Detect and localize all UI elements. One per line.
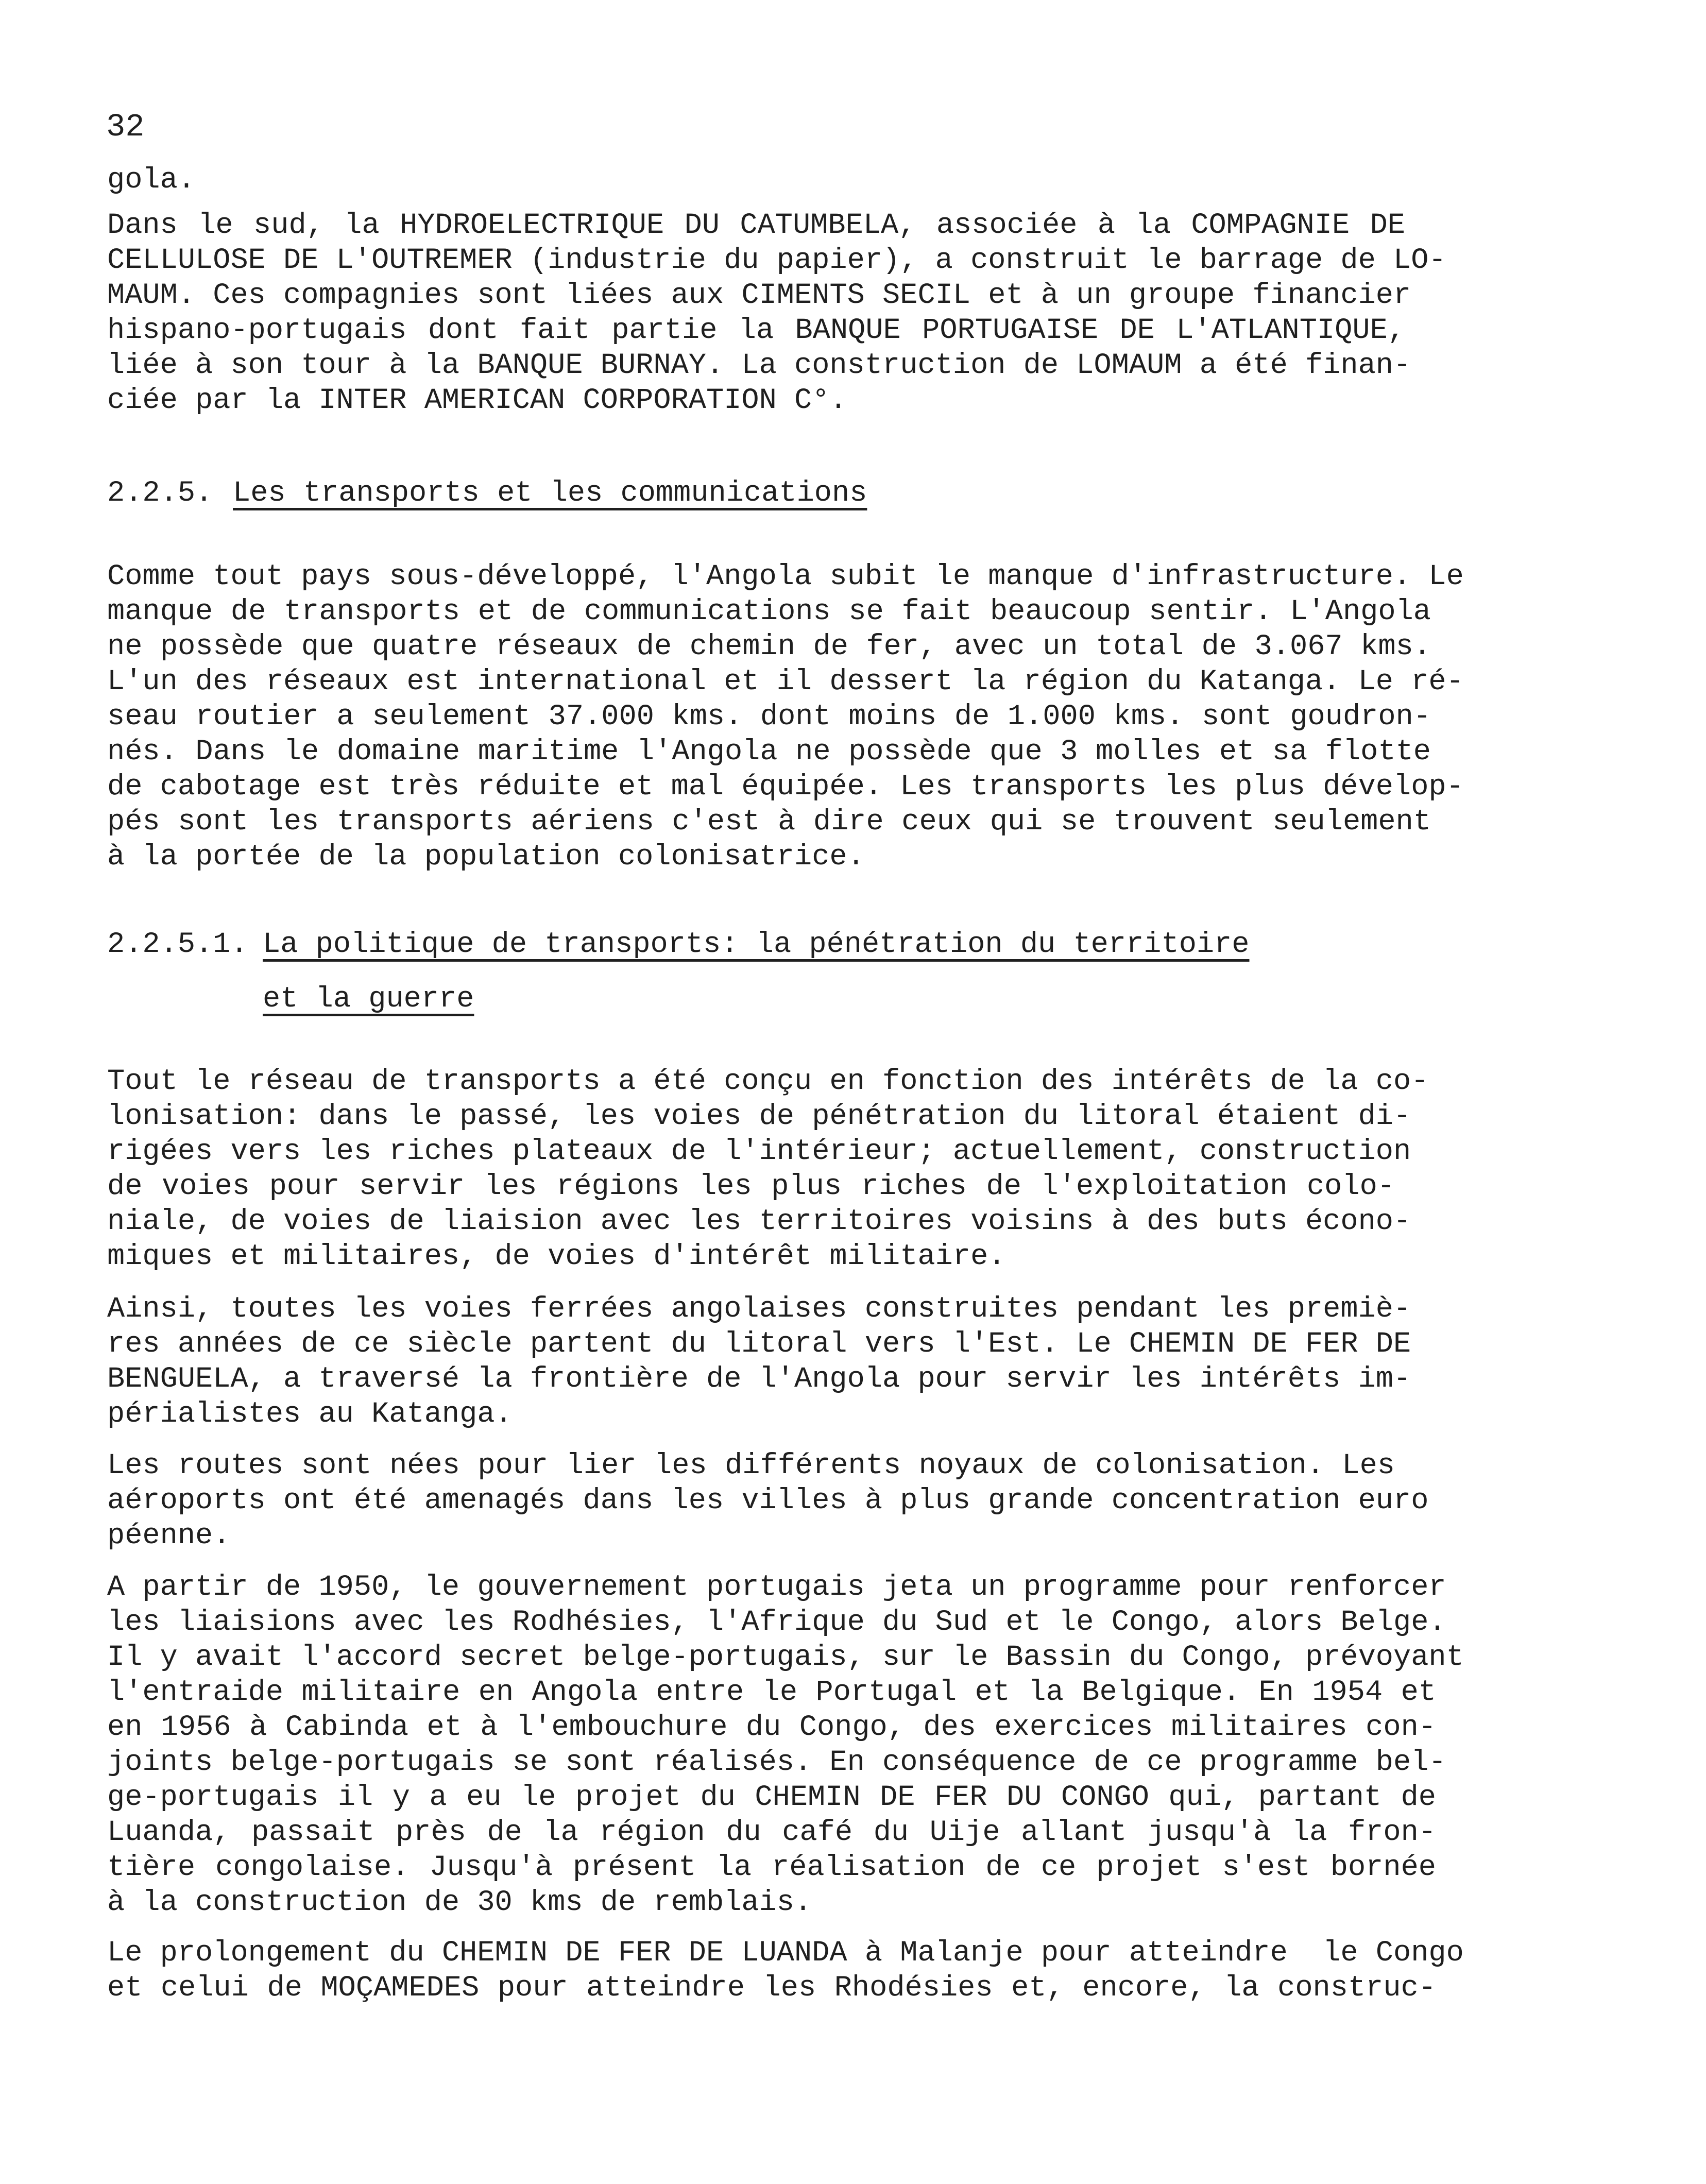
- paragraph-continuation: [107, 163, 195, 198]
- text-line: tière congolaise. Jusqu'à présent la réalisation de ce projet s'est bornée: [107, 1851, 1436, 1884]
- text-line: Le prolongement du CHEMIN DE FER DE LUANDA à Malanje pour atteindre le Congo: [107, 1937, 1464, 1970]
- section-title: La politique de transports: la pénétration du territoire: [263, 928, 1250, 961]
- text-line: niale, de voies de liaision avec les territoires voisins à des buts écono-: [107, 1205, 1411, 1238]
- text-line: péenne.: [107, 1520, 231, 1552]
- text-line: manque de transports et de communications se fait beaucoup sentir. L'Angola: [107, 595, 1431, 628]
- section-heading-2-2-5: [107, 476, 867, 511]
- text-line: Il y avait l'accord secret belge-portugais, sur le Bassin du Congo, prévoyant: [107, 1641, 1464, 1674]
- section-title-continuation: et la guerre: [263, 983, 474, 1016]
- text-line: de voies pour servir les régions les plus riches de l'exploitation colo-: [107, 1170, 1395, 1203]
- text-line: l'entraide militaire en Angola entre le Portugal et la Belgique. En 1954 et: [107, 1676, 1436, 1709]
- section-number: 2.2.5.: [107, 477, 213, 510]
- section-number: 2.2.5.1.: [107, 928, 248, 961]
- text-line: à la portée de la population colonisatrice.: [107, 841, 865, 874]
- text-line: ge-portugais il y a eu le projet du CHEMIN DE FER DU CONGO qui, partant de: [107, 1781, 1436, 1814]
- text-line: nés. Dans le domaine maritime l'Angola ne possède que 3 molles et sa flotte: [107, 736, 1431, 769]
- text-line: de cabotage est très réduite et mal équipée. Les transports les plus dévelop-: [107, 771, 1464, 804]
- text-line: liée à son tour à la BANQUE BURNAY. La construction de LOMAUM a été finan-: [107, 349, 1411, 382]
- paragraph-programme-1950: [107, 1570, 1464, 1920]
- paragraph-prolongement: [107, 1936, 1464, 2006]
- text-line: Luanda, passait près de la région du café du Uije allant jusqu'à la fron-: [107, 1816, 1436, 1849]
- text-line: A partir de 1950, le gouvernement portugais jeta un programme pour renforcer: [107, 1571, 1446, 1604]
- text-line: Les routes sont nées pour lier les différents noyaux de colonisation. Les: [107, 1449, 1395, 1482]
- text-line: ciée par la INTER AMERICAN CORPORATION C°.: [107, 384, 847, 417]
- text-line: lonisation: dans le passé, les voies de pénétration du litoral étaient di-: [107, 1100, 1411, 1133]
- text-line: Comme tout pays sous-développé, l'Angola subit le manque d'infrastructure. Le: [107, 560, 1464, 593]
- text-line: joints belge-portugais se sont réalisés. En conséquence de ce programme bel-: [107, 1746, 1446, 1779]
- text-line: CELLULOSE DE L'OUTREMER (industrie du papier), a construit le barrage de LO-: [107, 244, 1446, 277]
- text-line: Tout le réseau de transports a été conçu en fonction des intérêts de la co-: [107, 1065, 1429, 1098]
- paragraph-transports: [107, 559, 1464, 875]
- paragraph-reseau: [107, 1064, 1429, 1274]
- text-line: miques et militaires, de voies d'intérêt militaire.: [107, 1240, 1006, 1273]
- text-line: aéroports ont été amenagés dans les villes à plus grande concentration euro: [107, 1485, 1429, 1517]
- page-number: 32: [106, 109, 145, 145]
- text-line: les liaisions avec les Rodhésies, l'Afrique du Sud et le Congo, alors Belge.: [107, 1606, 1446, 1639]
- text-line: pés sont les transports aériens c'est à dire ceux qui se trouvent seulement: [107, 806, 1431, 839]
- text-line: périalistes au Katanga.: [107, 1398, 513, 1431]
- text-line: Ainsi, toutes les voies ferrées angolaises construites pendant les premiè-: [107, 1293, 1411, 1326]
- text-line: seau routier a seulement 37.000 kms. dont moins de 1.000 kms. sont goudron-: [107, 701, 1431, 733]
- text-line: ne possède que quatre réseaux de chemin de fer, avec un total de 3.067 kms.: [107, 630, 1431, 663]
- text-line: MAUM. Ces compagnies sont liées aux CIMENTS SECIL et à un groupe financier: [107, 279, 1411, 312]
- text-line: gola.: [107, 164, 196, 197]
- text-line: hispano-portugais dont fait partie la BANQUE PORTUGAISE DE L'ATLANTIQUE,: [107, 314, 1405, 347]
- text-line: res années de ce siècle partent du litoral vers l'Est. Le CHEMIN DE FER DE: [107, 1328, 1411, 1361]
- paragraph-hydroelectrique: [107, 208, 1446, 418]
- text-line: en 1956 à Cabinda et à l'embouchure du Congo, des exercices militaires con-: [107, 1711, 1436, 1744]
- text-line: Dans le sud, la HYDROELECTRIQUE DU CATUMBELA, associée à la COMPAGNIE DE: [107, 209, 1405, 242]
- section-title: Les transports et les communications: [233, 477, 867, 510]
- section-heading-2-2-5-1: [107, 927, 1250, 1017]
- text-line: BENGUELA, a traversé la frontière de l'Angola pour servir les intérêts im-: [107, 1363, 1411, 1396]
- text-line: rigées vers les riches plateaux de l'intérieur; actuellement, construction: [107, 1135, 1411, 1168]
- text-line: L'un des réseaux est international et il dessert la région du Katanga. Le ré-: [107, 666, 1464, 698]
- text-line: à la construction de 30 kms de remblais.: [107, 1886, 812, 1919]
- text-line: et celui de MOÇAMEDES pour atteindre les Rhodésies et, encore, la construc-: [107, 1972, 1436, 2005]
- paragraph-routes: [107, 1448, 1429, 1554]
- paragraph-voies-ferrees: [107, 1292, 1411, 1432]
